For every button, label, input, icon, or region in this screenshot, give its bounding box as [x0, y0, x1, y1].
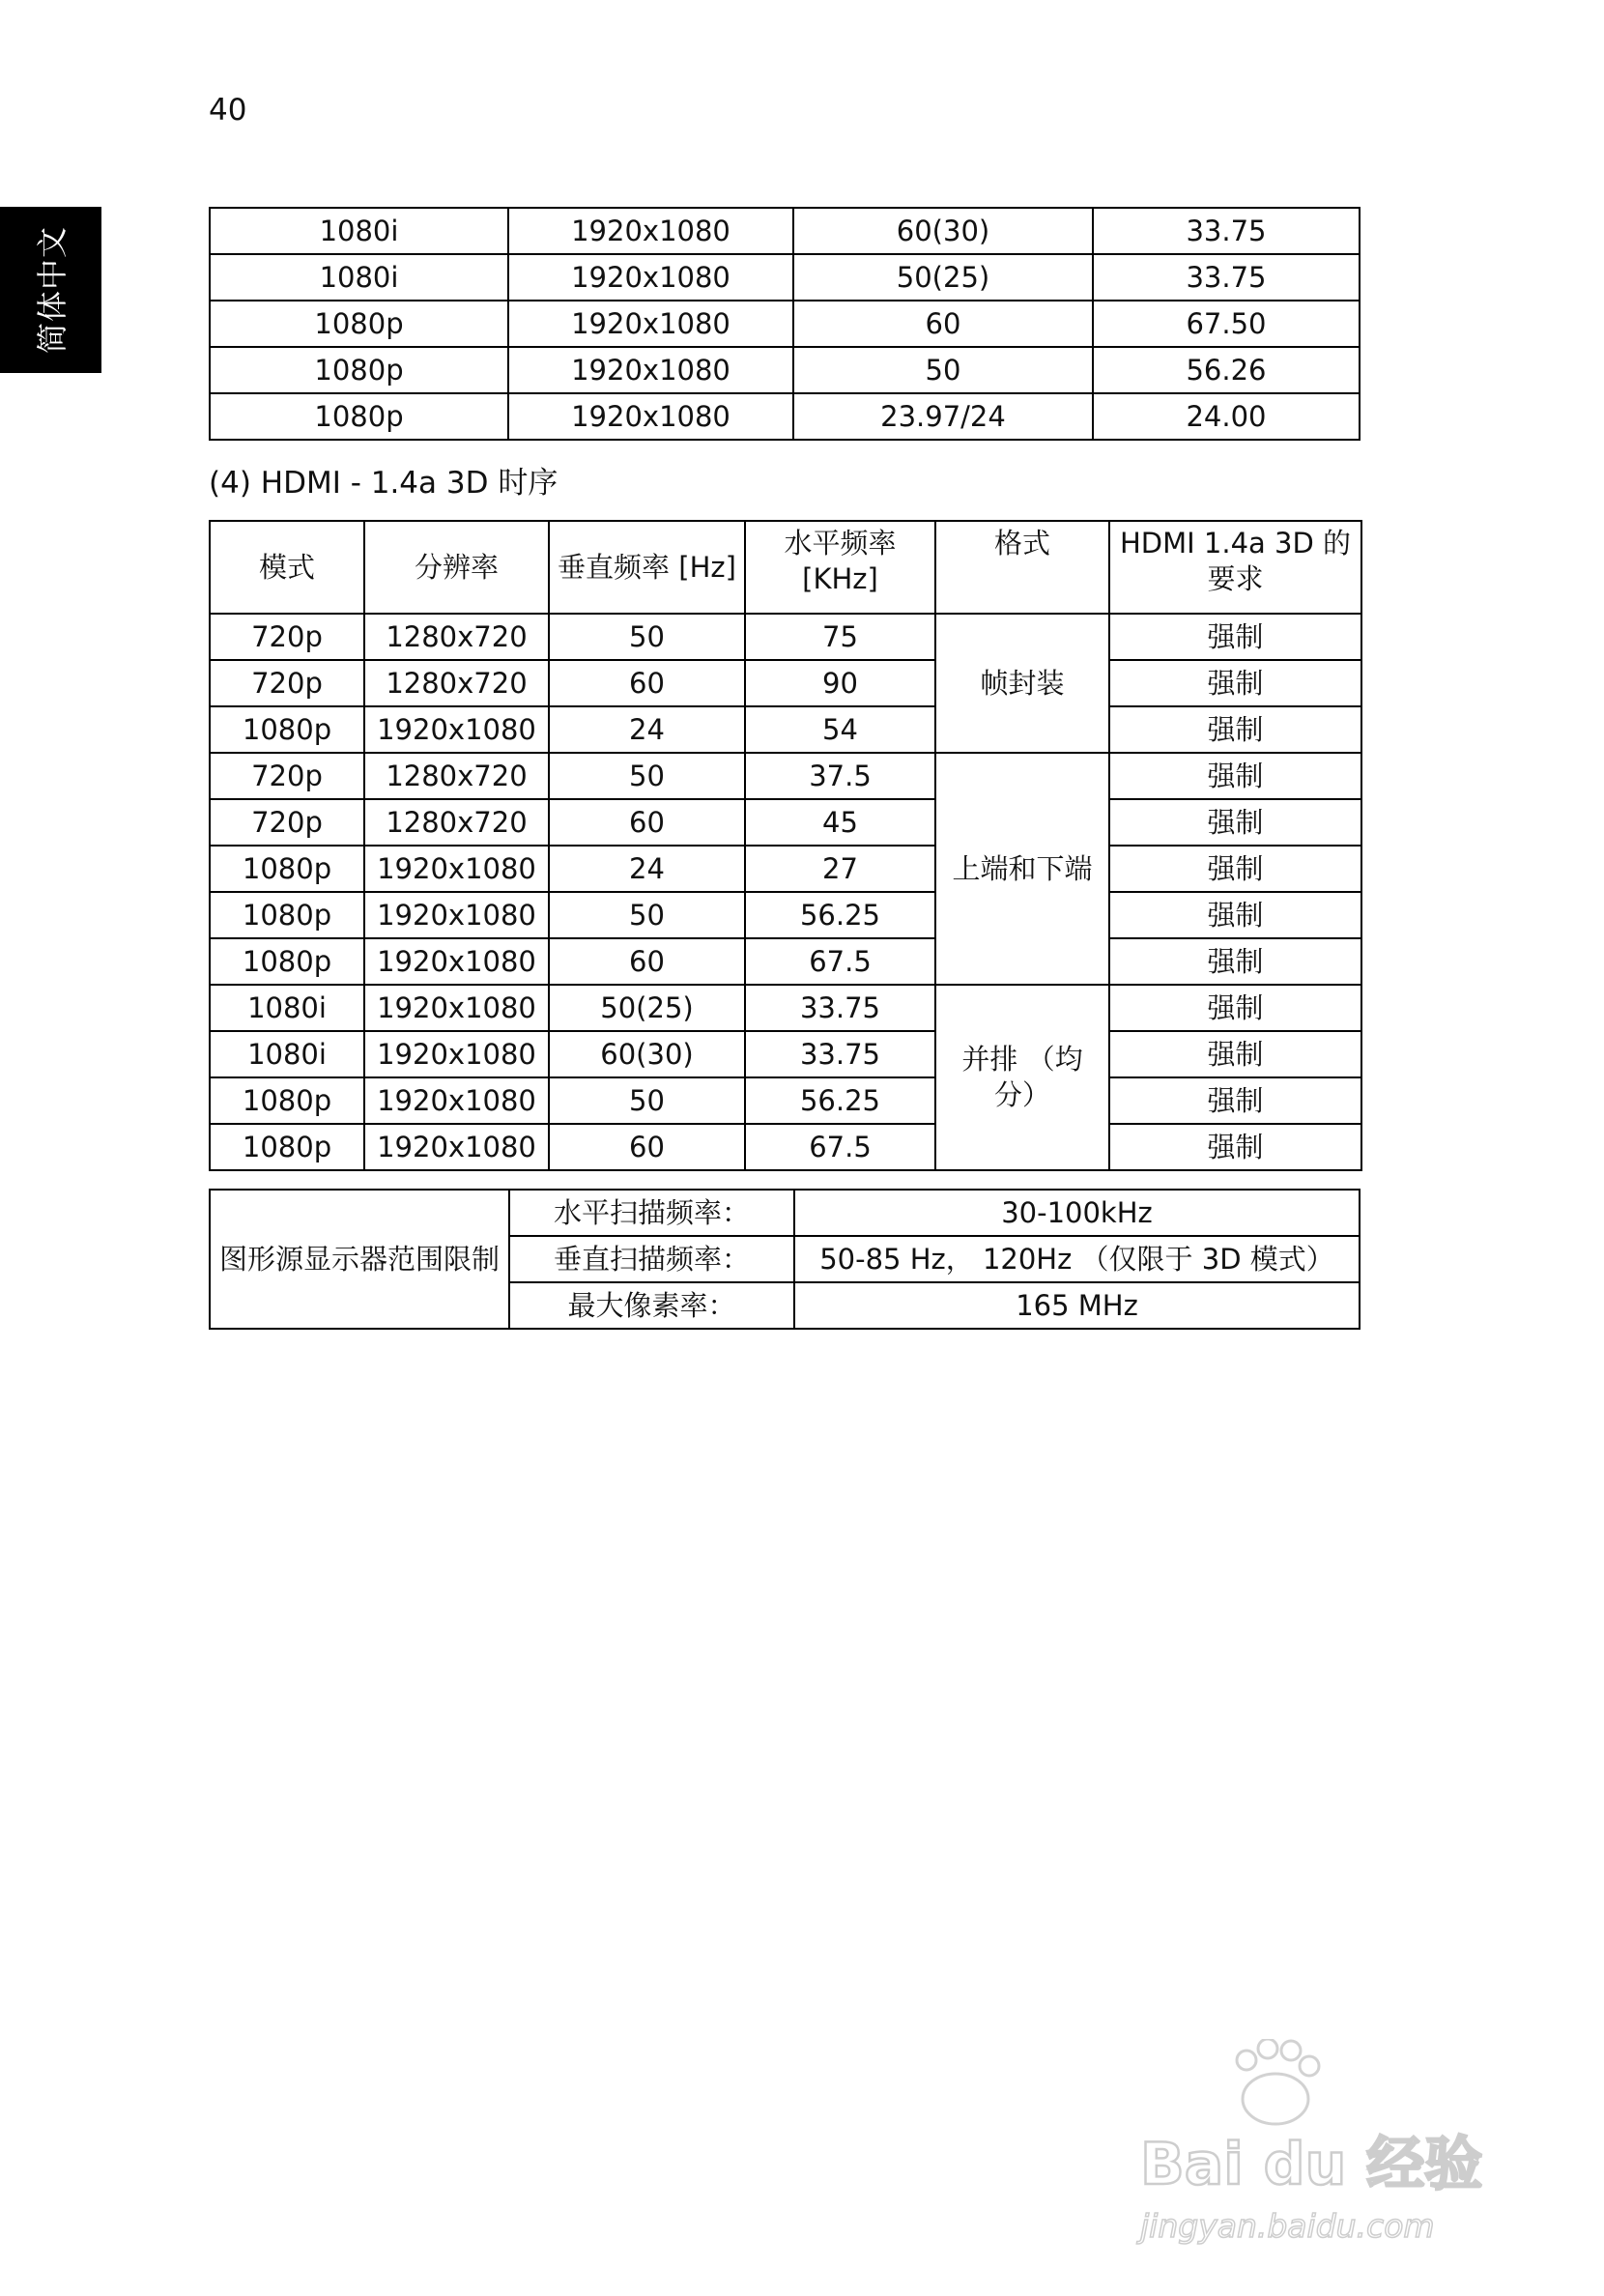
requirement-cell: 强制	[1109, 660, 1361, 706]
table-row	[210, 753, 1361, 799]
graphics-source-range-table	[209, 1189, 1361, 1330]
table-row	[210, 706, 1361, 753]
resolution-cell: 1280x720	[364, 660, 549, 706]
horizontal-frequency-cell: 56.25	[745, 1077, 935, 1124]
resolution-cell: 1920x1080	[364, 846, 549, 892]
mode-cell: 1080p	[210, 846, 364, 892]
horizontal-frequency-cell: 75	[745, 614, 935, 660]
table-row	[210, 892, 1361, 938]
requirement-cell: 强制	[1109, 753, 1361, 799]
requirement-cell: 强制	[1109, 985, 1361, 1031]
mode-cell: 720p	[210, 660, 364, 706]
mode-cell: 1080i	[210, 254, 508, 301]
table-header-row	[210, 521, 1361, 614]
requirement-cell: 强制	[1109, 1124, 1361, 1170]
horizontal-frequency-cell: 56.26	[1093, 347, 1360, 393]
resolution-cell: 1920x1080	[364, 1124, 549, 1170]
header-resolution: 分辨率	[364, 521, 549, 614]
header-horizontal-frequency: 水平频率 [KHz]	[745, 521, 935, 614]
vertical-frequency-cell: 24	[549, 706, 745, 753]
table-row	[210, 614, 1361, 660]
vertical-frequency-cell: 24	[549, 846, 745, 892]
page-number: 40	[209, 93, 247, 128]
requirement-cell: 强制	[1109, 799, 1361, 846]
language-side-tab	[0, 207, 101, 373]
table-row	[210, 301, 1360, 347]
horizontal-frequency-cell: 33.75	[1093, 254, 1360, 301]
resolution-cell: 1920x1080	[508, 208, 793, 254]
vertical-frequency-cell: 50(25)	[549, 985, 745, 1031]
table-row	[210, 254, 1360, 301]
vertical-frequency-cell: 50	[549, 1077, 745, 1124]
mode-cell: 1080p	[210, 347, 508, 393]
resolution-cell: 1280x720	[364, 799, 549, 846]
horizontal-frequency-cell: 67.5	[745, 938, 935, 985]
horizontal-frequency-cell: 90	[745, 660, 935, 706]
table-row	[210, 846, 1361, 892]
table-row	[210, 938, 1361, 985]
section-title: (4) HDMI - 1.4a 3D 时序	[209, 466, 559, 501]
table-row	[210, 985, 1361, 1031]
header-mode: 模式	[210, 521, 364, 614]
mode-cell: 1080p	[210, 892, 364, 938]
table-row	[210, 347, 1360, 393]
header-vertical-frequency: 垂直频率 [Hz]	[549, 521, 745, 614]
watermark-brand: Bai du 经验	[1140, 2131, 1483, 2198]
table-row	[210, 1190, 1360, 1236]
table-row	[210, 660, 1361, 706]
resolution-cell: 1920x1080	[364, 985, 549, 1031]
horizontal-frequency-cell: 54	[745, 706, 935, 753]
resolution-cell: 1920x1080	[364, 706, 549, 753]
mode-cell: 1080p	[210, 1124, 364, 1170]
range-label-cell: 最大像素率：	[509, 1282, 794, 1329]
baidu-jingyan-watermark	[1131, 2039, 1517, 2252]
format-cell: 帧封装	[935, 614, 1109, 753]
range-value-cell: 50-85 Hz， 120Hz （仅限于 3D 模式）	[794, 1236, 1360, 1282]
horizontal-frequency-cell: 33.75	[745, 1031, 935, 1077]
vertical-frequency-cell: 50	[549, 892, 745, 938]
mode-cell: 1080p	[210, 1077, 364, 1124]
range-label-cell: 垂直扫描频率：	[509, 1236, 794, 1282]
vertical-frequency-cell: 60	[549, 660, 745, 706]
table-row	[210, 1077, 1361, 1124]
vertical-frequency-cell: 60	[549, 1124, 745, 1170]
resolution-cell: 1920x1080	[508, 347, 793, 393]
vertical-frequency-cell: 60	[793, 301, 1093, 347]
resolution-cell: 1280x720	[364, 753, 549, 799]
range-label-cell: 水平扫描频率：	[509, 1190, 794, 1236]
resolution-cell: 1920x1080	[508, 254, 793, 301]
mode-cell: 1080p	[210, 393, 508, 440]
paw-print-icon	[1243, 2074, 1308, 2124]
range-group-label: 图形源显示器范围限制	[210, 1190, 509, 1329]
mode-cell: 1080i	[210, 985, 364, 1031]
requirement-cell: 强制	[1109, 1031, 1361, 1077]
vertical-frequency-cell: 60	[549, 938, 745, 985]
vertical-frequency-cell: 60	[549, 799, 745, 846]
horizontal-frequency-cell: 67.5	[745, 1124, 935, 1170]
requirement-cell: 强制	[1109, 846, 1361, 892]
resolution-cell: 1920x1080	[364, 1077, 549, 1124]
mode-cell: 720p	[210, 799, 364, 846]
mode-cell: 1080p	[210, 706, 364, 753]
mode-cell: 1080p	[210, 301, 508, 347]
resolution-cell: 1280x720	[364, 614, 549, 660]
mode-cell: 1080i	[210, 1031, 364, 1077]
table-row	[210, 393, 1360, 440]
mode-cell: 1080i	[210, 208, 508, 254]
requirement-cell: 强制	[1109, 706, 1361, 753]
header-format: 格式	[935, 521, 1109, 614]
horizontal-frequency-cell: 56.25	[745, 892, 935, 938]
vertical-frequency-cell: 60(30)	[793, 208, 1093, 254]
mode-cell: 1080p	[210, 938, 364, 985]
horizontal-frequency-cell: 45	[745, 799, 935, 846]
requirement-cell: 强制	[1109, 892, 1361, 938]
vertical-frequency-cell: 50	[793, 347, 1093, 393]
horizontal-frequency-cell: 33.75	[745, 985, 935, 1031]
watermark-url: jingyan.baidu.com	[1140, 2207, 1435, 2245]
vertical-frequency-cell: 50	[549, 614, 745, 660]
requirement-cell: 强制	[1109, 614, 1361, 660]
range-value-cell: 165 MHz	[794, 1282, 1360, 1329]
resolution-cell: 1920x1080	[364, 892, 549, 938]
horizontal-frequency-cell: 24.00	[1093, 393, 1360, 440]
language-side-tab-label: 简体中文	[34, 225, 71, 355]
horizontal-frequency-cell: 67.50	[1093, 301, 1360, 347]
format-cell: 上端和下端	[935, 753, 1109, 985]
mode-cell: 720p	[210, 753, 364, 799]
timing-table-continued	[209, 207, 1361, 441]
resolution-cell: 1920x1080	[508, 393, 793, 440]
table-row	[210, 1031, 1361, 1077]
vertical-frequency-cell: 60(30)	[549, 1031, 745, 1077]
hdmi-3d-timing-table	[209, 520, 1362, 1171]
vertical-frequency-cell: 50	[549, 753, 745, 799]
resolution-cell: 1920x1080	[364, 938, 549, 985]
table-row	[210, 799, 1361, 846]
format-cell: 并排 （均分）	[935, 985, 1109, 1170]
horizontal-frequency-cell: 27	[745, 846, 935, 892]
resolution-cell: 1920x1080	[508, 301, 793, 347]
vertical-frequency-cell: 50(25)	[793, 254, 1093, 301]
vertical-frequency-cell: 23.97/24	[793, 393, 1093, 440]
horizontal-frequency-cell: 37.5	[745, 753, 935, 799]
range-value-cell: 30-100kHz	[794, 1190, 1360, 1236]
table-row	[210, 208, 1360, 254]
header-hdmi-requirement: HDMI 1.4a 3D 的要求	[1109, 521, 1361, 614]
resolution-cell: 1920x1080	[364, 1031, 549, 1077]
requirement-cell: 强制	[1109, 938, 1361, 985]
table-row	[210, 1124, 1361, 1170]
mode-cell: 720p	[210, 614, 364, 660]
horizontal-frequency-cell: 33.75	[1093, 208, 1360, 254]
requirement-cell: 强制	[1109, 1077, 1361, 1124]
